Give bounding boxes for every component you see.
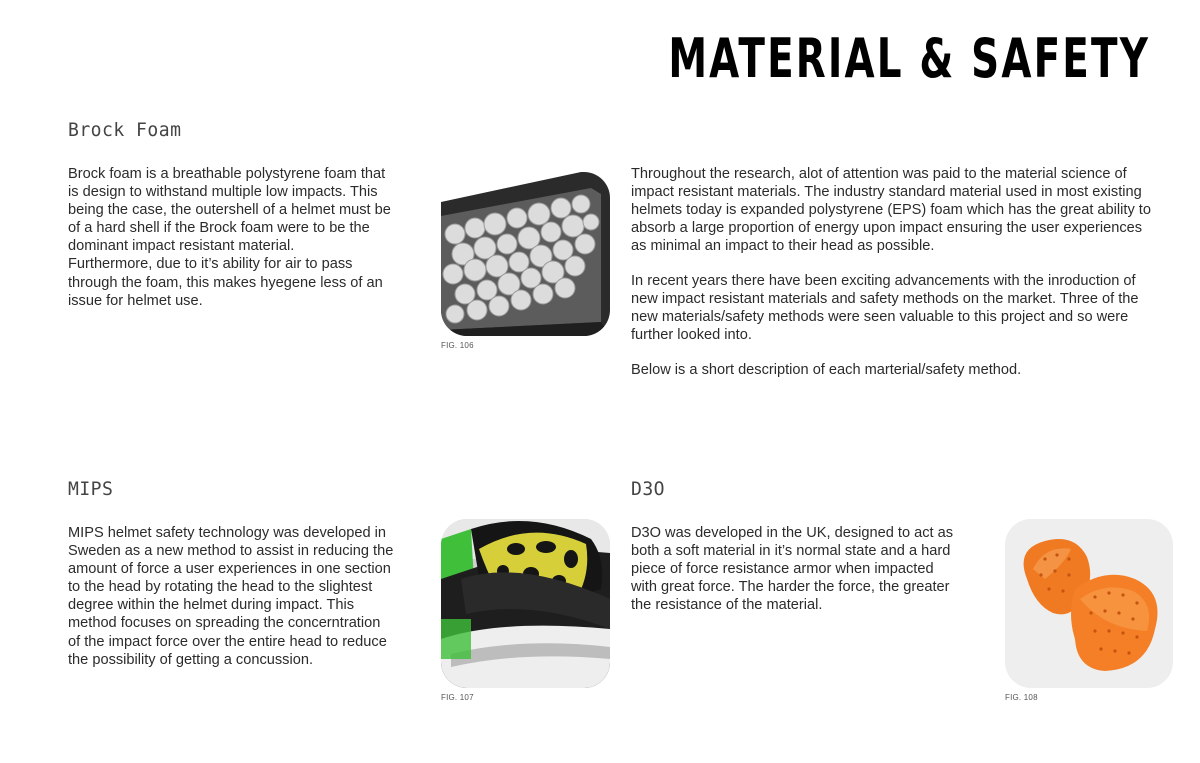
text-line: Brock foam is a breathable polystyrene foam that	[68, 166, 386, 182]
text-line: is design to withstand multiple low impacts. This	[68, 184, 378, 201]
text-line: helmets today is expanded polystyrene (EPS) foam which has the great ability to	[631, 202, 1151, 219]
text-line: the possibility of getting a concussion.	[68, 651, 313, 668]
text-line: In recent years there have been exciting advancements with the inroduction of	[631, 273, 1136, 289]
figure-caption: FIG. 107	[441, 693, 474, 702]
brock-foam-heading: Brock Foam	[68, 119, 182, 141]
research-paragraph-1	[631, 165, 1151, 255]
text-line: Furthermore, due to it’s ability for air to pass	[68, 256, 353, 273]
d3o-heading: D3O	[631, 478, 666, 500]
text-line: Throughout the research, alot of attention was paid to the material science of	[631, 166, 1127, 182]
text-line: being the case, the outershell of a helmet must be	[68, 202, 391, 219]
text-line: impact resistant materials. The industry standard material used in most existing	[631, 184, 1142, 201]
research-paragraph-2	[631, 272, 1139, 344]
text-line: new impact resistant materials and safety methods on the market. Three of the	[631, 291, 1139, 308]
text-line: through the foam, this makes hyegene less of an	[68, 274, 383, 291]
text-line: new materials/safety methods were seen valuable to this project and so were	[631, 309, 1129, 326]
mips-text	[68, 524, 393, 669]
text-line: both a soft material in it’s normal state and a hard	[631, 543, 951, 560]
text-line: absorb a large proportion of energy upon impact ensuring the user experiences	[631, 220, 1143, 237]
d3o-text	[631, 524, 953, 614]
figure-caption: FIG. 108	[1005, 693, 1038, 702]
text-line: issue for helmet use.	[68, 292, 203, 309]
text-line: degree within the helmet during impact. This	[68, 597, 355, 614]
text-line: with great force. The harder the force, the greater	[631, 579, 950, 596]
text-line: further looked into.	[631, 327, 752, 344]
text-line: amount of force a user experiences in one section	[68, 561, 391, 578]
text-line: the resistance of the material.	[631, 597, 823, 614]
brock-foam-text	[68, 165, 391, 310]
text-line: of the impact force over the entire head to reduce	[68, 633, 387, 650]
text-line: MIPS helmet safety technology was developed in	[68, 525, 386, 541]
figure-caption: FIG. 106	[441, 341, 474, 350]
text-line: Sweden as a new method to assist in reducing the	[68, 543, 394, 560]
text-line: method focuses on spreading the concerntration	[68, 615, 381, 632]
text-line: piece of force resistance armor when impacted	[631, 561, 934, 578]
text-line: as minimal an impact to their head as possible.	[631, 238, 935, 255]
d3o-pads-photo	[1005, 519, 1173, 688]
text-line: of a hard shell if the Brock foam were to be the	[68, 220, 370, 237]
research-paragraph-3: Below is a short description of each marterial/safety method.	[631, 362, 1022, 378]
text-line: to the head by rotating the head to the slightest	[68, 579, 373, 596]
mips-helmet-photo	[441, 519, 610, 688]
text-line: dominant impact resistant material.	[68, 238, 295, 255]
brock-foam-photo	[441, 172, 610, 336]
page-title: MATERIAL & SAFETY	[668, 27, 1150, 90]
text-line: D3O was developed in the UK, designed to act as	[631, 525, 954, 541]
mips-heading: MIPS	[68, 478, 114, 500]
